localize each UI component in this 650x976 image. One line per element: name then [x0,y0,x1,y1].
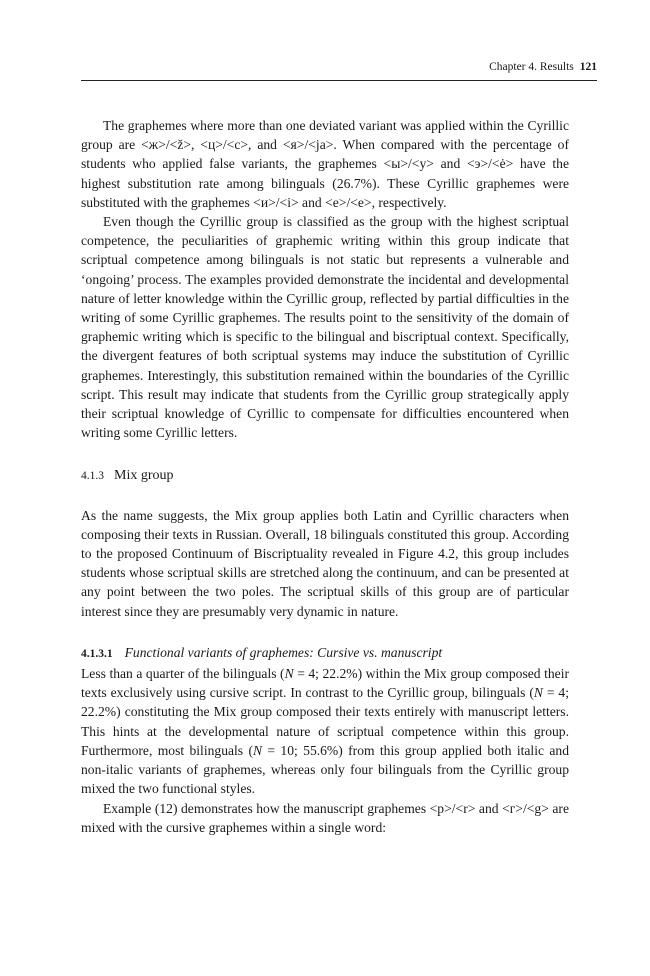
section-title: Mix group [114,468,174,484]
section-number: 4.1.3 [81,470,104,483]
running-header [81,60,597,81]
chapter-title: Chapter 4. Results [489,61,574,73]
paragraph: Example (12) demonstrates how the manuscript graphemes <p>/<r> and <г>/<g> are mixed with the cursive graphemes within a single word: [81,800,569,835]
page-number: 121 [579,61,597,73]
paragraph: Less than a quarter of the bilinguals (N = 4; 22.2%) within the Mix group composed their texts exclusively using cursive script. In contrast to the Cyrillic group, bilinguals (N = 4; 22.2%) constituting the Mix group composed their texts entirely with manuscript letters. This hints at the developmental nature of scriptual competence within this group. Furthermore, most bilinguals (N = 10; 55.6%) from this group applied both italic and non-italic variants of graphemes, whereas only four bilinguals from the Cyrillic group mixed the two functional styles. [81,666,570,797]
subsection-number: 4.1.3.1 [81,647,113,660]
page-body [81,116,569,837]
subsection-title: Functional variants of graphemes: Cursive vs. manuscript [124,644,443,660]
paragraph: Even though the Cyrillic group is classified as the group with the highest scriptual competence, the peculiarities of graphemic writing within this group indicate that scriptual competence among bilinguals is not static but represents a vulnerable and ‘ongoing’ process. The examples provided demonstrate the incidental and developmental nature of letter knowledge within the Cyrillic group, reflected by partial difficulties in the writing of some Cyrillic graphemes. The results point to the sensitivity of the domain of graphemic writing which is specific to the bilingual and biscriptual context. Specifically, the divergent features of both scriptual systems may induce the substitution of Cyrillic graphemes. Interestingly, this substitution remained within the boundaries of the Cyrillic script. This result may indicate that students from the Cyrillic group strategically apply their scriptual knowledge of Cyrillic to compensate for difficulties encountered when writing some Cyrillic letters. [81,214,569,441]
section-heading [81,466,569,486]
paragraph: As the name suggests, the Mix group applies both Latin and Cyrillic characters when composing their texts in Russian. Overall, 18 bilinguals constituted this group. According to the proposed Continuum of Biscriptuality revealed in Figure 4.2, this group includes students whose scriptual skills are stretched along the continuum, and can be presented at any point between the two poles. The scriptual skills of this group are of particular interest since they are presumably very dynamic in nature. [81,507,569,619]
paragraph: The graphemes where more than one deviated variant was applied within the Cyrillic group are <ж>/<ž>, <ц>/<c>, and <я>/<ja>. When compared with the percentage of students who applied false variants, the graphemes <ы>/<y> and <э>/<ė> have the highest substitution rate among bilinguals (26.7%). These Cyrillic graphemes were substituted with the graphemes <и>/<i> and <e>/<e>, respectively. [81,118,569,210]
subsection-heading [81,643,569,664]
